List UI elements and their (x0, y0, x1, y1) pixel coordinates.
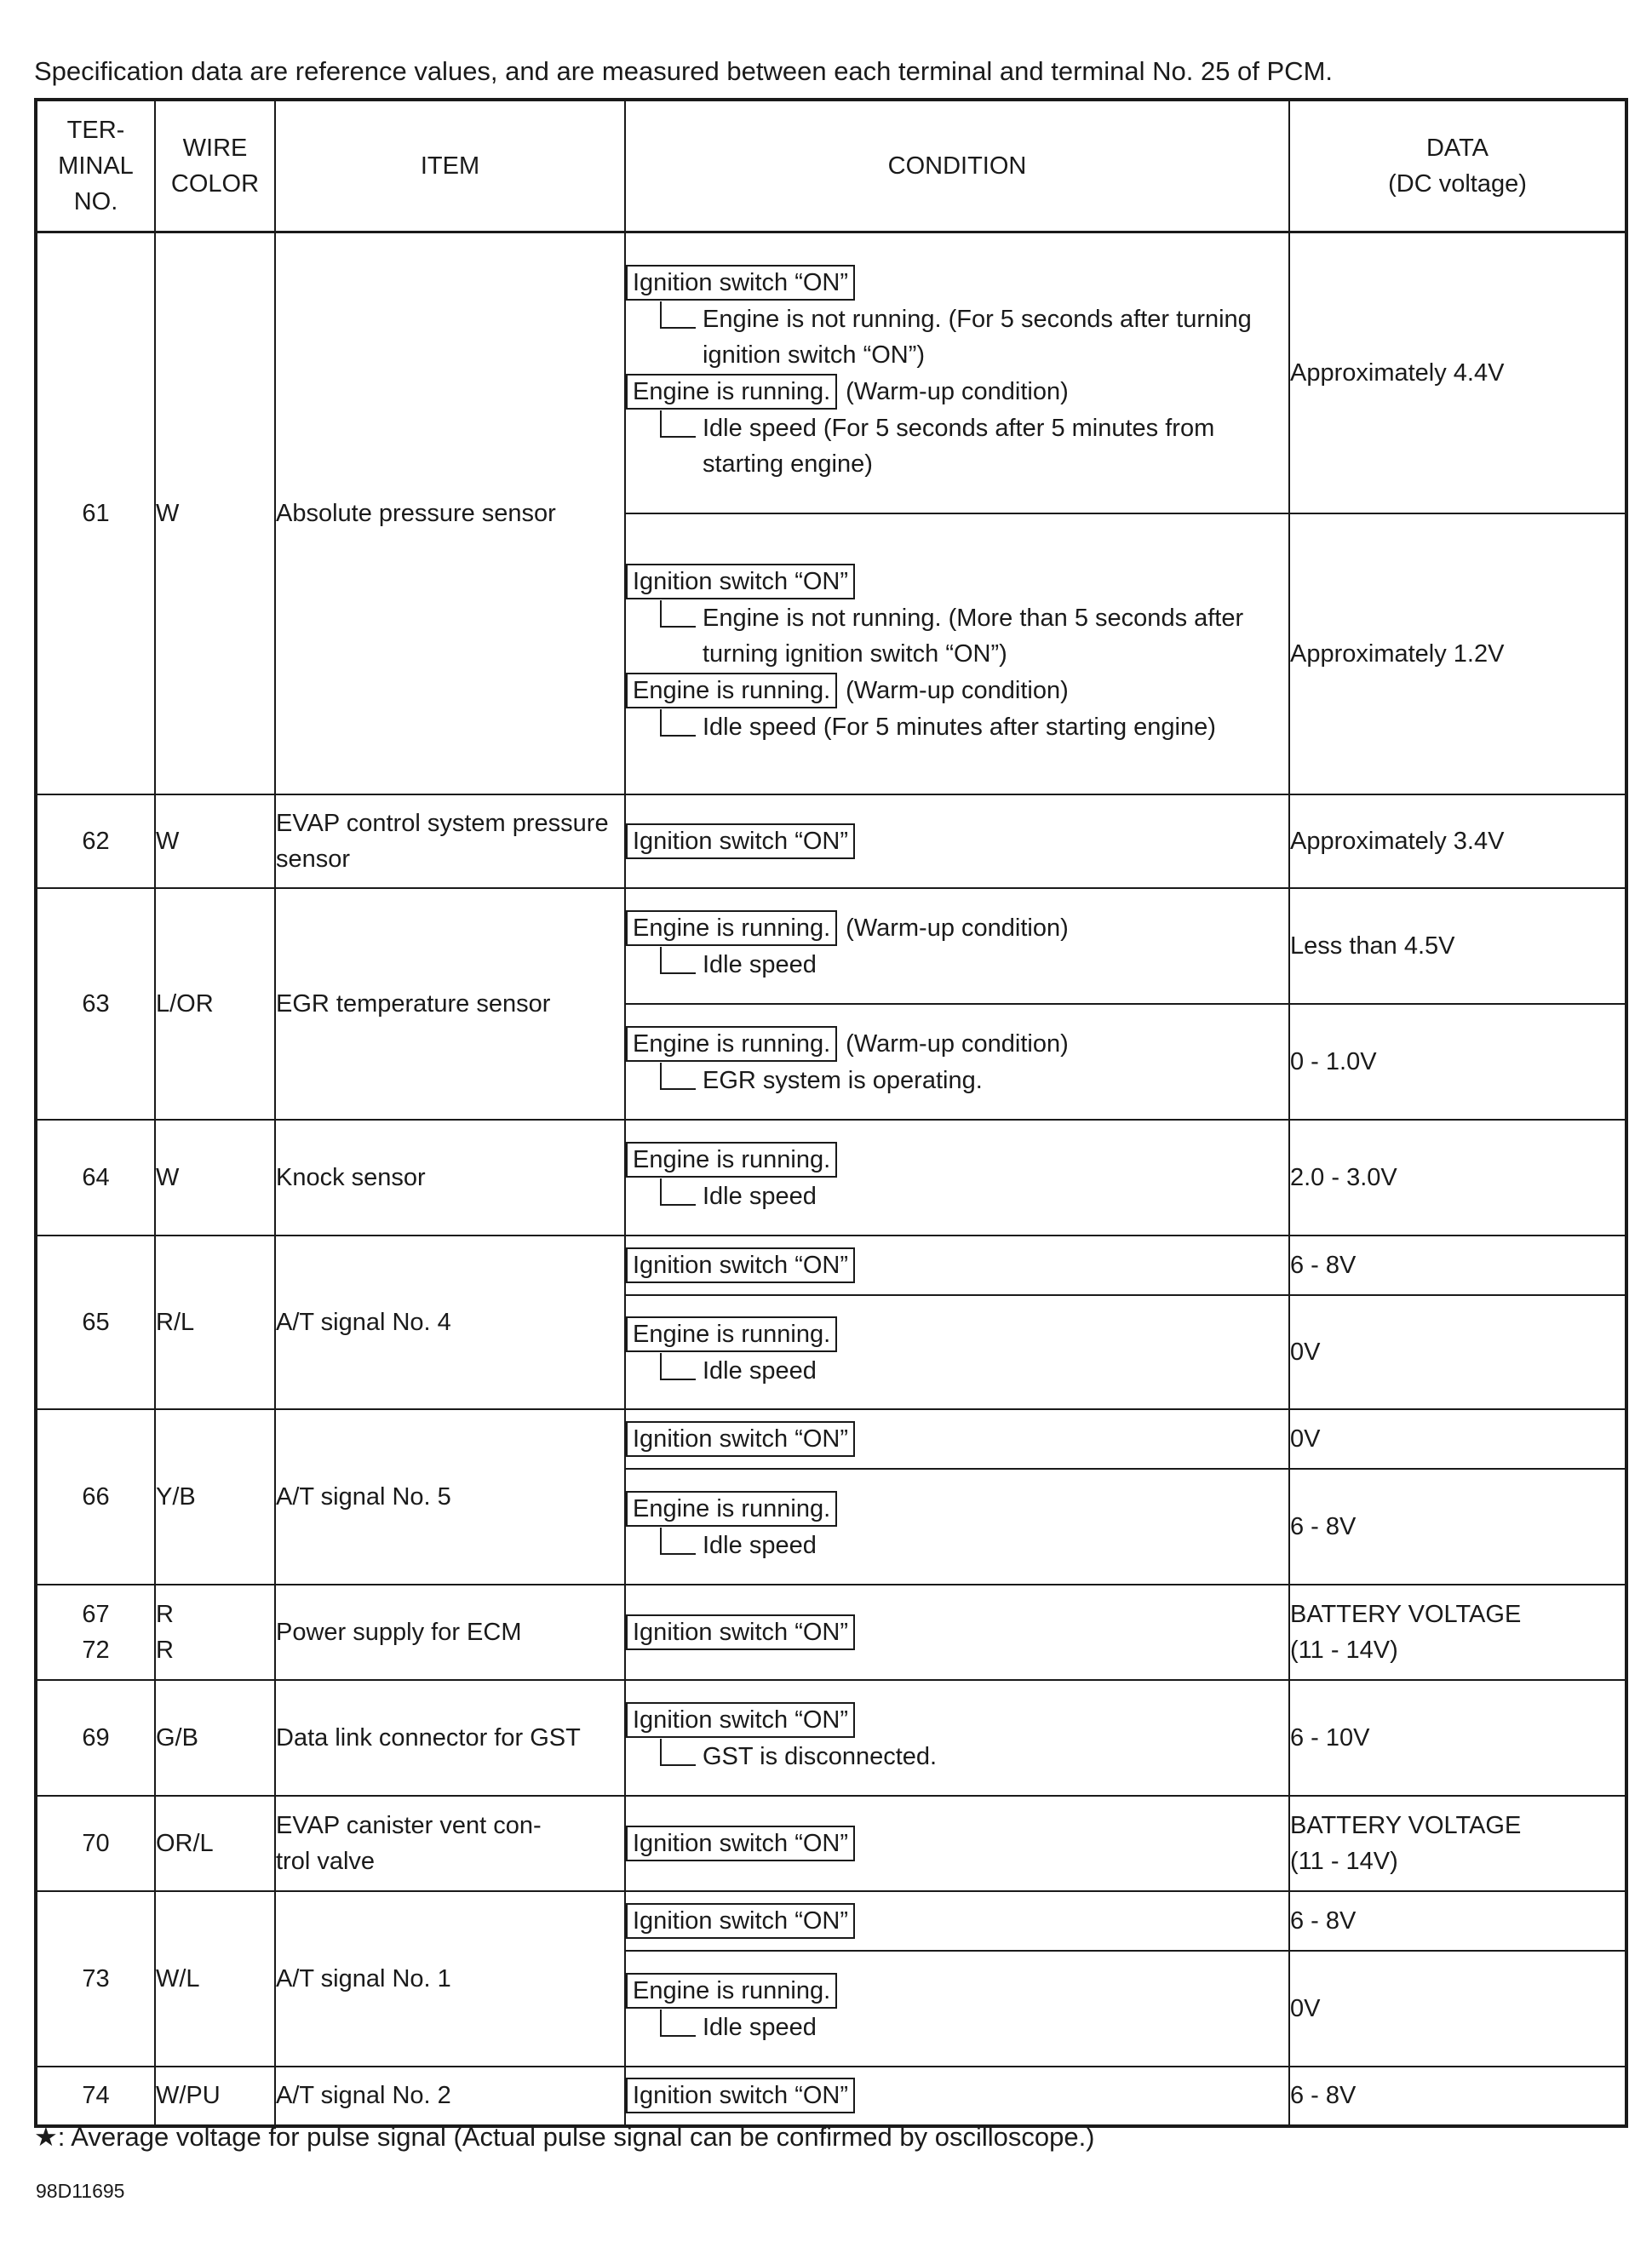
item-cell-text: A/T signal No. 5 (276, 1482, 451, 1511)
condition-box: Ignition switch “ON” (626, 564, 855, 599)
data-cell (1289, 794, 1626, 888)
header-condition: CONDITION (625, 100, 1289, 232)
table-row (36, 1120, 1626, 1236)
item-cell-text: A/T signal No. 4 (276, 1308, 451, 1336)
wire-color-cell (155, 1796, 275, 1891)
condition-line (626, 1247, 1288, 1284)
terminal-cell-text: 62 (82, 827, 110, 855)
data-value: Approximately 3.4V (1290, 827, 1505, 855)
condition-box: Ignition switch “ON” (626, 1421, 855, 1457)
condition-box: Engine is running. (626, 1491, 837, 1527)
condition-box: Ignition switch “ON” (626, 2078, 855, 2113)
wire-color-cell-text: W (156, 1163, 180, 1191)
wire-color-cell-text: W/L (156, 1964, 200, 1992)
table-row (36, 1585, 1626, 1680)
data-cell (1289, 1680, 1626, 1796)
item-cell (275, 1891, 625, 2067)
intro-text: Specification data are reference values, and are measured between each terminal and terminal No. 25 of PCM. (34, 56, 1334, 86)
terminal-cell (36, 888, 155, 1120)
condition-line (626, 1420, 1288, 1458)
data-cell (1289, 1004, 1626, 1120)
condition-note: (Warm-up condition) (846, 377, 1069, 405)
header-data (1289, 100, 1626, 232)
data-value: 0V (1290, 1994, 1321, 2022)
terminal-cell (36, 1891, 155, 2067)
wire-color-cell (155, 1120, 275, 1236)
condition-line (626, 563, 1288, 600)
condition-subitem (626, 2010, 1288, 2045)
header-data-line: (DC voltage) (1388, 170, 1527, 198)
terminal-cell-text: 70 (82, 1829, 110, 1857)
condition-cell (625, 1891, 1289, 1951)
terminal-cell (36, 1680, 155, 1796)
terminal-cell-text: 74 (82, 2082, 110, 2109)
header-terminal-line: NO. (73, 188, 118, 215)
condition-box: Engine is running. (626, 910, 837, 946)
condition-subitem (626, 301, 1288, 373)
condition-cell (625, 1469, 1289, 1585)
condition-cell (625, 1236, 1289, 1295)
condition-box: Engine is running. (626, 374, 837, 410)
item-cell-text: Data link connector for GST (276, 1723, 581, 1752)
condition-cell (625, 2067, 1289, 2126)
wire-color-cell (155, 1409, 275, 1585)
condition-subitem-text: GST is disconnected. (703, 1742, 938, 1770)
header-wire-line: WIRE (182, 135, 248, 162)
table-row (36, 1796, 1626, 1891)
data-cell (1289, 1891, 1626, 1951)
wire-color-cell-text: W (156, 499, 180, 527)
condition-subitem-text: Engine is not running. (For 5 seconds after turning ignition switch “ON”) (703, 305, 1252, 369)
item-cell (275, 794, 625, 888)
bracket-connector-icon (660, 1353, 696, 1380)
condition-subitem (626, 1063, 1288, 1098)
terminal-cell-text: 65 (82, 1308, 110, 1336)
condition-box: Engine is running. (626, 1973, 837, 2009)
data-value: BATTERY VOLTAGE (11 - 14V) (1290, 1600, 1522, 1664)
data-cell (1289, 1951, 1626, 2067)
item-cell (275, 1680, 625, 1796)
terminal-cell (36, 1409, 155, 1585)
table-row (36, 1409, 1626, 1469)
condition-subitem-text: Idle speed (For 5 seconds after 5 minutes from starting engine) (703, 414, 1215, 478)
table-row (36, 1236, 1626, 1295)
condition-cell (625, 888, 1289, 1004)
wire-color-cell-text: G/B (156, 1723, 198, 1752)
terminal-cell (36, 1796, 155, 1891)
wire-color-cell (155, 1680, 275, 1796)
bracket-connector-icon (660, 2010, 696, 2037)
item-cell-text: Power supply for ECM (276, 1618, 522, 1646)
condition-cell (625, 1951, 1289, 2067)
table-row (36, 1680, 1626, 1796)
bracket-connector-icon (660, 600, 696, 628)
condition-subitem-text: Idle speed (For 5 minutes after starting engine) (703, 713, 1216, 741)
condition-cell (625, 794, 1289, 888)
bracket-connector-icon (660, 1178, 696, 1206)
condition-subitem (626, 1178, 1288, 1214)
condition-line (626, 1025, 1288, 1063)
wire-color-cell (155, 1236, 275, 1409)
header-wire-line: COLOR (170, 170, 260, 198)
condition-note: (Warm-up condition) (846, 676, 1069, 704)
condition-box: Engine is running. (626, 1142, 837, 1178)
terminal-cell-text: 69 (82, 1723, 110, 1752)
condition-line (626, 1902, 1288, 1940)
bracket-connector-icon (660, 301, 696, 329)
terminal-cell (36, 232, 155, 794)
data-value: 0 - 1.0V (1290, 1047, 1377, 1075)
data-cell (1289, 1585, 1626, 1680)
condition-subitem-text: Idle speed (703, 1356, 817, 1385)
header-terminal-line: MINAL (58, 152, 134, 180)
terminal-cell (36, 1585, 155, 1680)
terminal-cell-text: 73 (82, 1964, 110, 1992)
data-cell (1289, 1295, 1626, 1409)
condition-line (626, 1316, 1288, 1353)
terminal-spec-table (34, 98, 1628, 2128)
terminal-cell (36, 2067, 155, 2126)
item-cell-text: Knock sensor (276, 1163, 426, 1191)
table-row (36, 794, 1626, 888)
table-body (36, 232, 1626, 2126)
terminal-cell-text: 63 (82, 989, 110, 1018)
condition-subitem-text: Idle speed (703, 1531, 817, 1559)
data-cell (1289, 513, 1626, 794)
data-cell (1289, 1409, 1626, 1469)
condition-subitem (626, 410, 1288, 482)
data-value: 6 - 8V (1290, 1906, 1357, 1935)
condition-line (626, 1701, 1288, 1739)
wire-color-cell (155, 794, 275, 888)
condition-line (626, 373, 1288, 410)
data-cell (1289, 232, 1626, 513)
condition-line (626, 672, 1288, 709)
wire-color-cell-text: OR/L (156, 1829, 214, 1857)
data-value: 6 - 10V (1290, 1723, 1370, 1752)
wire-color-cell (155, 1891, 275, 2067)
condition-box: Engine is running. (626, 1026, 837, 1062)
data-value: 6 - 8V (1290, 2082, 1357, 2109)
data-cell (1289, 888, 1626, 1004)
condition-box: Ignition switch “ON” (626, 1702, 855, 1738)
table-row (36, 1891, 1626, 1951)
wire-color-cell-text: R/L (156, 1308, 195, 1336)
condition-cell (625, 1585, 1289, 1680)
wire-color-cell (155, 888, 275, 1120)
wire-color-cell (155, 2067, 275, 2126)
item-cell (275, 1796, 625, 1891)
condition-subitem (626, 947, 1288, 983)
bracket-connector-icon (660, 410, 696, 438)
wire-color-cell (155, 1585, 275, 1680)
figure-code: 98D11695 (36, 2180, 125, 2202)
item-cell (275, 232, 625, 794)
wire-color-cell (155, 232, 275, 794)
wire-color-cell-text: L/OR (156, 989, 214, 1018)
item-cell (275, 1120, 625, 1236)
terminal-cell-text: 67 72 (82, 1600, 110, 1664)
table-row (36, 232, 1626, 513)
bracket-connector-icon (660, 1528, 696, 1555)
table-row (36, 888, 1626, 1004)
terminal-cell-text: 64 (82, 1163, 110, 1191)
condition-subitem-text: Idle speed (703, 1182, 817, 1210)
terminal-cell-text: 61 (82, 499, 110, 527)
condition-note: (Warm-up condition) (846, 914, 1069, 942)
condition-subitem-text: EGR system is operating. (703, 1066, 983, 1094)
bracket-connector-icon (660, 709, 696, 737)
data-value: Approximately 4.4V (1290, 358, 1505, 387)
table-row (36, 2067, 1626, 2126)
condition-cell (625, 1409, 1289, 1469)
condition-subitem-text: Idle speed (703, 2013, 817, 2041)
data-value: Approximately 1.2V (1290, 639, 1505, 668)
data-cell (1289, 1796, 1626, 1891)
condition-subitem-text: Engine is not running. (More than 5 seconds after turning ignition switch “ON”) (703, 604, 1244, 668)
condition-subitem (626, 1353, 1288, 1389)
item-cell-text: EVAP canister vent con- trol valve (276, 1811, 542, 1875)
bracket-connector-icon (660, 1739, 696, 1766)
condition-line (626, 1614, 1288, 1651)
header-row (36, 100, 1626, 232)
condition-line (626, 1490, 1288, 1528)
condition-subitem (626, 709, 1288, 745)
terminal-cell-text: 66 (82, 1482, 110, 1511)
condition-note: (Warm-up condition) (846, 1029, 1069, 1058)
data-value: Less than 4.5V (1290, 932, 1455, 960)
header-terminal-no (36, 100, 155, 232)
data-value: 6 - 8V (1290, 1251, 1357, 1279)
condition-cell (625, 1120, 1289, 1236)
condition-subitem (626, 1528, 1288, 1563)
data-value: 2.0 - 3.0V (1290, 1163, 1397, 1191)
data-cell (1289, 2067, 1626, 2126)
condition-box: Ignition switch “ON” (626, 1826, 855, 1861)
terminal-cell (36, 794, 155, 888)
item-cell-text: EGR temperature sensor (276, 989, 551, 1018)
wire-color-cell-text: W (156, 827, 180, 855)
wire-color-cell-text: R R (156, 1600, 174, 1664)
condition-cell (625, 1004, 1289, 1120)
terminal-cell (36, 1120, 155, 1236)
condition-line (626, 264, 1288, 301)
condition-line (626, 823, 1288, 860)
condition-subitem-text: Idle speed (703, 950, 817, 978)
data-value: 0V (1290, 1425, 1321, 1453)
condition-cell (625, 1680, 1289, 1796)
condition-box: Ignition switch “ON” (626, 1903, 855, 1939)
condition-cell (625, 1295, 1289, 1409)
condition-box: Ignition switch “ON” (626, 1247, 855, 1283)
item-cell (275, 2067, 625, 2126)
data-value: BATTERY VOLTAGE (11 - 14V) (1290, 1811, 1522, 1875)
condition-line (626, 2077, 1288, 2114)
header-item: ITEM (275, 100, 625, 232)
condition-subitem (626, 1739, 1288, 1775)
bracket-connector-icon (660, 947, 696, 974)
condition-box: Ignition switch “ON” (626, 1614, 855, 1650)
data-cell (1289, 1469, 1626, 1585)
condition-cell (625, 513, 1289, 794)
header-data-line: DATA (1425, 135, 1489, 162)
item-cell-text: Absolute pressure sensor (276, 499, 556, 527)
condition-box: Engine is running. (626, 1316, 837, 1352)
condition-cell (625, 1796, 1289, 1891)
condition-subitem (626, 600, 1288, 672)
condition-line (626, 1825, 1288, 1862)
footnote: ★: Average voltage for pulse signal (Actual pulse signal can be confirmed by oscilloscope.) (34, 2122, 1095, 2152)
condition-line (626, 909, 1288, 947)
condition-box: Ignition switch “ON” (626, 823, 855, 859)
data-cell (1289, 1236, 1626, 1295)
item-cell (275, 1236, 625, 1409)
header-wire-color (155, 100, 275, 232)
item-cell-text: A/T signal No. 1 (276, 1964, 451, 1992)
condition-line (626, 1972, 1288, 2010)
item-cell (275, 888, 625, 1120)
header-terminal-line: TER- (66, 117, 125, 144)
data-value: 0V (1290, 1338, 1321, 1366)
wire-color-cell-text: W/PU (156, 2082, 221, 2109)
data-cell (1289, 1120, 1626, 1236)
item-cell (275, 1585, 625, 1680)
bracket-connector-icon (660, 1063, 696, 1090)
item-cell-text: EVAP control system pressure sensor (276, 809, 609, 873)
condition-cell (625, 232, 1289, 513)
wire-color-cell-text: Y/B (156, 1482, 196, 1511)
item-cell (275, 1409, 625, 1585)
terminal-cell (36, 1236, 155, 1409)
condition-box: Ignition switch “ON” (626, 265, 855, 301)
data-value: 6 - 8V (1290, 1512, 1357, 1540)
condition-box: Engine is running. (626, 673, 837, 708)
item-cell-text: A/T signal No. 2 (276, 2082, 451, 2109)
condition-line (626, 1141, 1288, 1178)
